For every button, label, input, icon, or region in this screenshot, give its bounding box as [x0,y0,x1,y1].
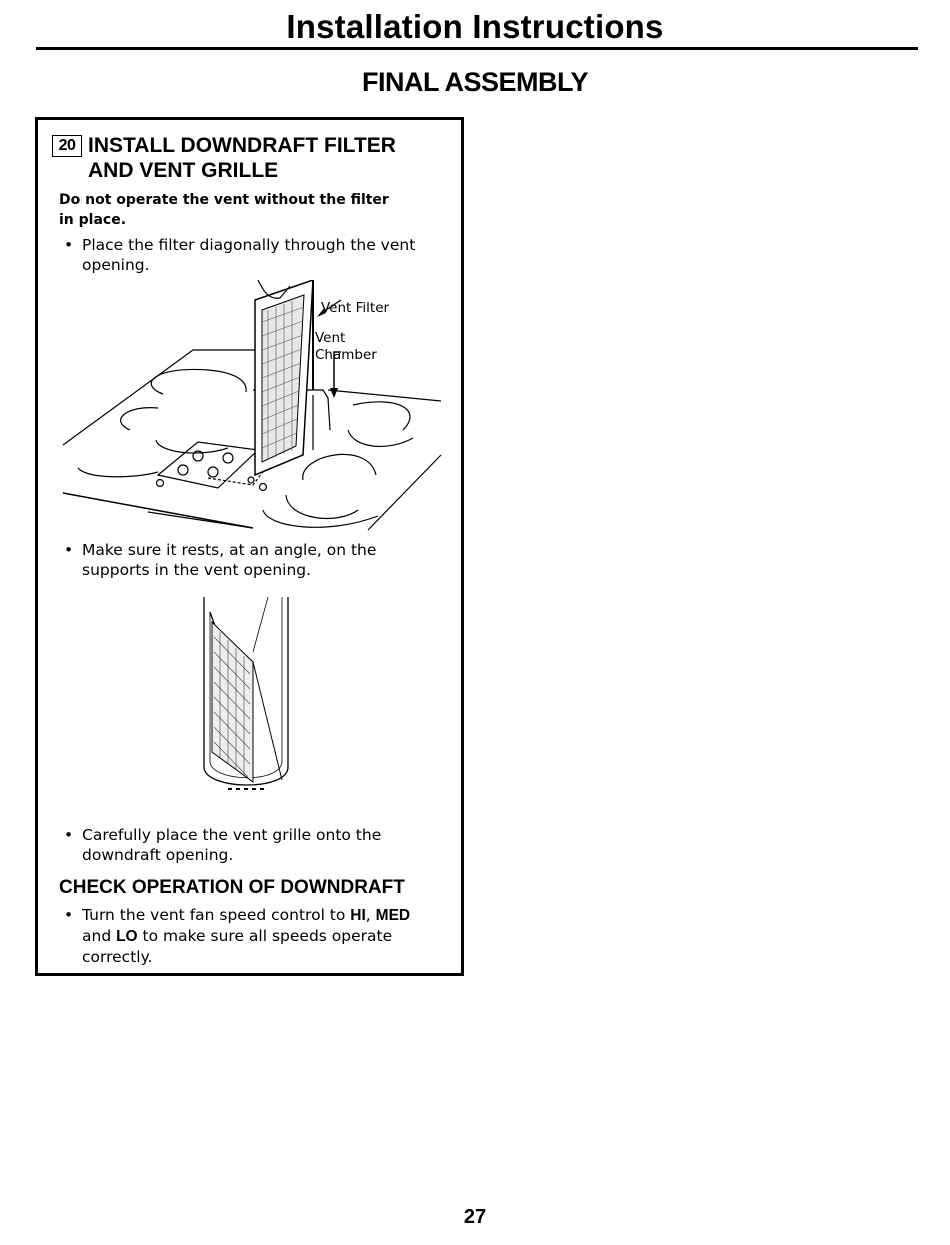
step-box [35,117,464,976]
bullet-line: supports in the vent opening. [82,561,312,579]
label-vent-filter: Vent Filter [321,300,390,316]
page-title: Installation Instructions [286,8,664,45]
warning-line-2: in place. [59,212,127,228]
section-title: FINAL ASSEMBLY [361,67,589,97]
bullet-line: correctly. [82,948,153,966]
step-title-line-2: AND VENT GRILLE [88,159,279,182]
bullet-dot: • [64,541,74,559]
bullet-line: Place the filter diagonally through the vent [82,236,416,254]
bullet-line: downdraft opening. [82,846,234,864]
label-vent-chamber-line-2: Chamber [315,347,377,363]
warning-line-1: Do not operate the vent without the filter [59,192,389,208]
label-vent-chamber-line-1: Vent [315,330,346,346]
step-title-line-1: INSTALL DOWNDRAFT FILTER [88,134,396,157]
bullet-place-grille [59,825,454,865]
bullet-fan-speed [59,905,454,967]
label-vent-chamber [315,330,377,364]
page-number: 27 [463,1206,487,1228]
bullet-line: Make sure it rests, at an angle, on the [82,541,377,559]
bullet-text: to make sure all speeds operate [137,927,393,945]
cooktop-filter-illustration [58,280,448,542]
bullet-dot: • [64,826,74,844]
speed-hi: HI [350,907,366,924]
warning-text [59,190,439,230]
title-divider [36,47,918,50]
bullet-text: Turn the vent fan speed control to [82,906,351,924]
step-title [88,133,428,183]
bullet-line [82,905,454,926]
check-operation-heading: CHECK OPERATION OF DOWNDRAFT [59,877,405,898]
step-number-badge: 20 [52,135,82,157]
speed-med: MED [375,907,411,924]
bullet-dot: • [64,236,74,254]
bullet-text: , [365,906,376,924]
bullet-text: and [82,927,117,945]
speed-lo: LO [116,928,138,945]
bullet-line: Carefully place the vent grille onto the [82,826,382,844]
bullet-line [82,926,454,947]
bullet-dot: • [64,906,74,924]
bullet-filter-angle [59,540,454,580]
bullet-line: opening. [82,256,150,274]
bullet-place-filter [59,235,454,275]
filter-side-view-illustration [198,592,298,797]
